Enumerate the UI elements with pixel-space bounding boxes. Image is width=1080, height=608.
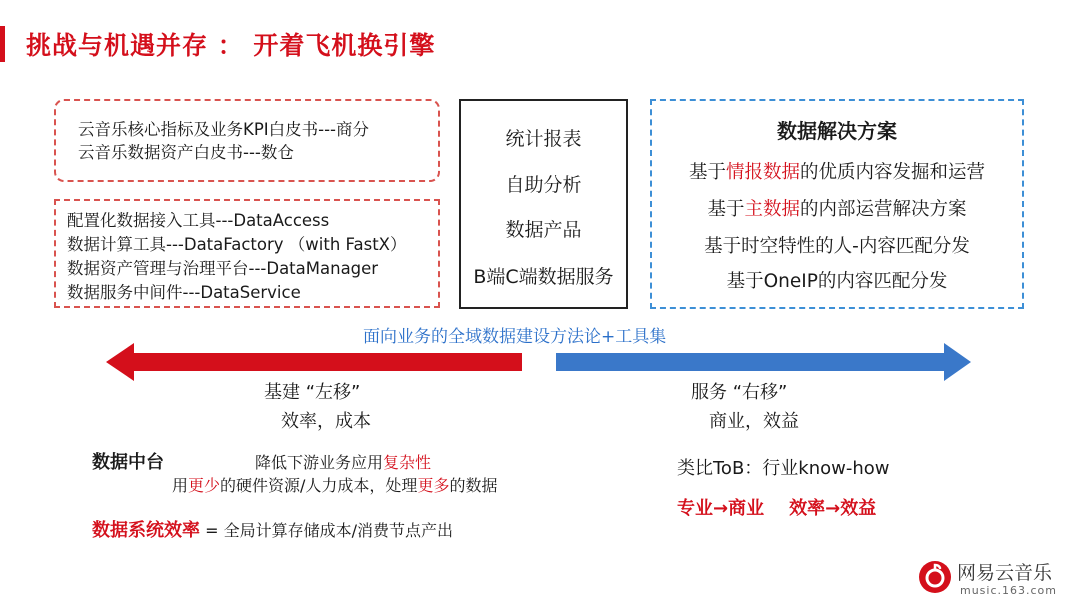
right-arrow-label: 服务 “右移” — [691, 382, 788, 403]
right-arrow-sublabel: 商业，效益 — [709, 411, 799, 432]
dc-l2-c: 的硬件资源/人力成本，处理 — [220, 476, 418, 495]
whitepaper-line-2: 云音乐数据资产白皮书---数仓 — [78, 143, 294, 162]
page-title: 挑战与机遇并存 ： 开着飞机换引擎 — [26, 31, 436, 60]
solution-line-4: 基于OneIP的内容匹配分发 — [726, 271, 948, 292]
tool-line-3: 数据资产管理与治理平台---DataManager — [67, 259, 379, 278]
right-arrow — [556, 343, 971, 381]
solution-line-1 — [650, 158, 1024, 184]
netease-music-logo-icon — [918, 560, 952, 594]
data-center-line-1-pre: 降低下游业务应用 — [255, 453, 384, 472]
left-arrow-label: 基建 “左移” — [264, 382, 361, 403]
analogy-text: 类比ToB：行业know-how — [677, 458, 890, 479]
data-center-line-1 — [255, 450, 431, 473]
efficiency-rest: = 全局计算存储成本/消费节点产出 — [200, 521, 453, 540]
tool-line-4: 数据服务中间件---DataService — [67, 283, 301, 302]
methodology-text: 面向业务的全域数据建设方法论+工具集 — [363, 327, 667, 347]
analogy-slogan: 专业→商业 效率→效益 — [677, 498, 877, 519]
dc-l2-a: 用 — [172, 476, 189, 495]
data-center-heading: 数据中台 — [92, 452, 164, 473]
left-arrow — [106, 343, 522, 381]
logo-text-url: music.163.com — [960, 584, 1058, 597]
solution-line-1-post: 的优质内容发掘和运营 — [800, 162, 986, 183]
data-center-line-1-highlight: 复杂性 — [383, 453, 432, 472]
dc-l2-e: 的数据 — [449, 476, 498, 495]
tool-line-2: 数据计算工具---DataFactory （with FastX） — [67, 235, 407, 254]
tool-line-1: 配置化数据接入工具---DataAccess — [67, 211, 330, 230]
dc-l2-more: 更多 — [417, 476, 450, 495]
logo-text-cn: 网易云音乐 — [957, 562, 1053, 584]
solution-line-2 — [650, 195, 1024, 221]
solution-line-2-highlight: 主数据 — [744, 199, 800, 220]
service-item-1: 统计报表 — [505, 128, 582, 150]
solution-line-3: 基于时空特性的人-内容匹配分发 — [704, 236, 970, 257]
dc-l2-less: 更少 — [188, 476, 221, 495]
solution-title: 数据解决方案 — [777, 119, 897, 143]
service-item-4: B端C端数据服务 — [473, 266, 614, 288]
solution-line-1-highlight: 情报数据 — [725, 162, 800, 183]
service-item-3: 数据产品 — [505, 219, 582, 241]
title-accent-bar — [0, 26, 5, 62]
solution-line-2-post: 的内部运营解决方案 — [800, 199, 967, 220]
left-arrow-sublabel: 效率，成本 — [281, 411, 371, 432]
whitepaper-line-1: 云音乐核心指标及业务KPI白皮书---商分 — [78, 120, 369, 139]
efficiency-formula — [92, 516, 453, 542]
solution-line-2-pre: 基于 — [707, 199, 745, 220]
solution-line-1-pre: 基于 — [688, 162, 726, 183]
efficiency-term: 数据系统效率 — [92, 520, 200, 541]
data-center-line-2 — [172, 473, 497, 496]
service-item-2: 自助分析 — [505, 174, 582, 196]
direction-arrows — [0, 340, 1080, 384]
